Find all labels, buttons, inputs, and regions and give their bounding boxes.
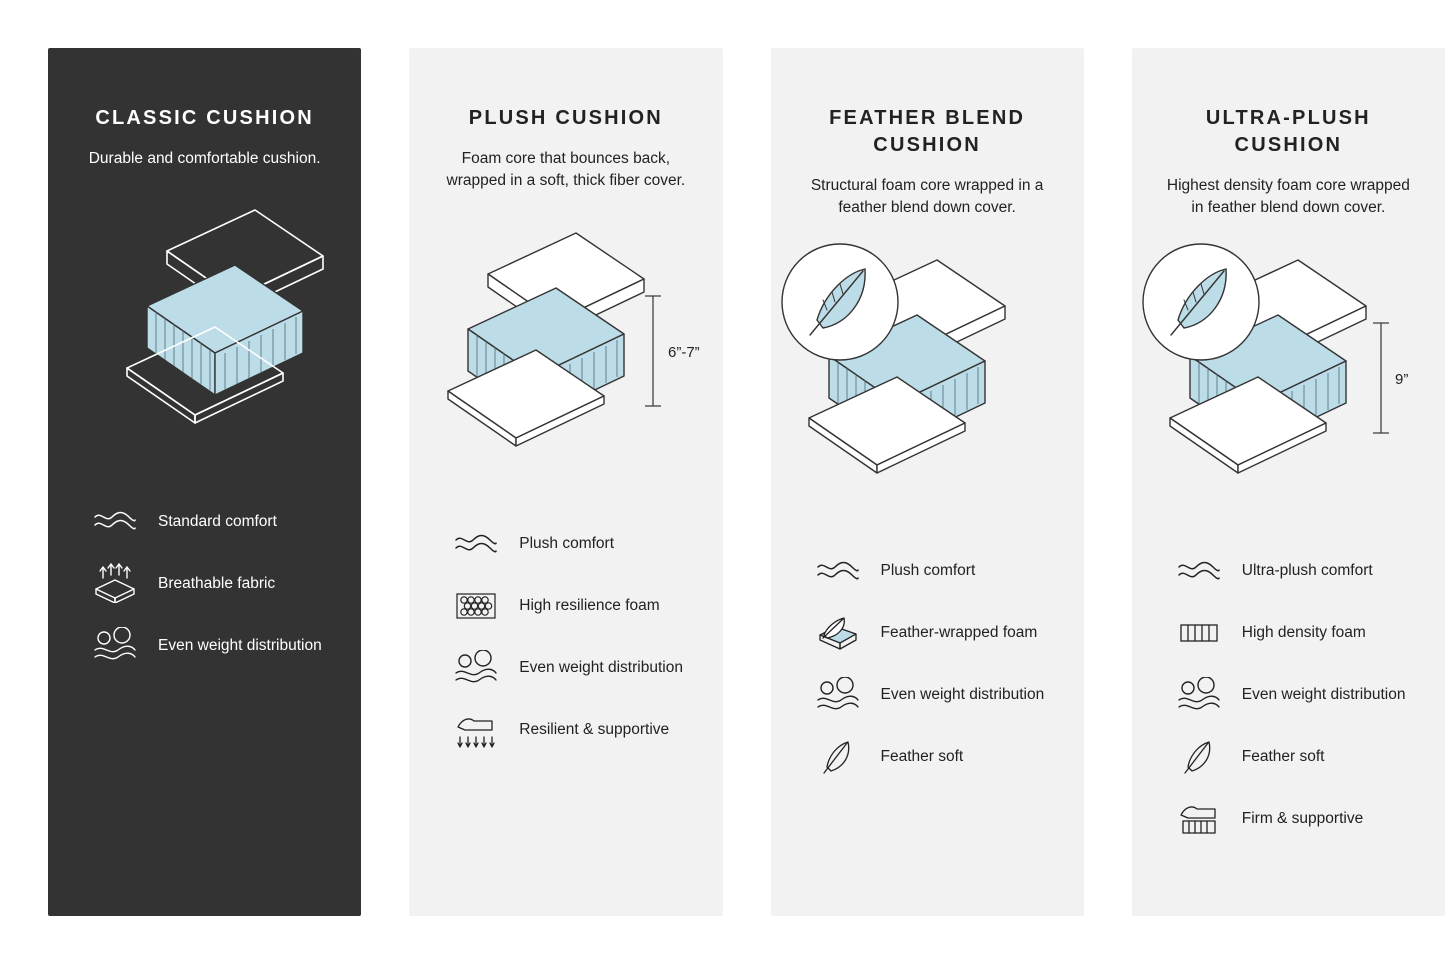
wave-comfort-icon — [1172, 549, 1226, 593]
card-description: Durable and comfortable cushion. — [88, 150, 321, 167]
feature-label: Even weight distribution — [880, 686, 1045, 704]
card-title: CLASSIC CUSHION — [95, 107, 314, 129]
high-resilience-foam-icon — [449, 584, 503, 628]
feature-item[interactable] — [409, 637, 722, 699]
cushion-layer-diagram — [409, 211, 722, 501]
feature-label: Resilient & supportive — [519, 721, 670, 739]
feather-badge-icon — [1143, 244, 1259, 360]
card-title: ULTRA-PLUSH CUSHION — [1205, 107, 1371, 156]
feature-item[interactable] — [409, 513, 722, 575]
cushion-layer-diagram — [1132, 238, 1445, 528]
feature-item[interactable] — [48, 614, 361, 676]
feature-item[interactable] — [1132, 540, 1445, 602]
resilient-supportive-icon — [449, 708, 503, 752]
cushion-layer-diagram — [48, 188, 361, 478]
feature-label: Even weight distribution — [1241, 686, 1406, 704]
feather-badge-icon — [782, 244, 898, 360]
feature-item[interactable] — [1132, 788, 1445, 850]
cushion-card-classic[interactable] — [48, 48, 361, 916]
cushion-card-plush[interactable] — [409, 48, 722, 916]
feature-item[interactable] — [48, 552, 361, 614]
feature-label: Feather soft — [1241, 748, 1325, 766]
feature-list — [1132, 532, 1445, 850]
even-weight-distribution-icon — [449, 646, 503, 690]
feature-item[interactable] — [771, 664, 1084, 726]
feature-label: Standard comfort — [158, 512, 277, 530]
card-title: PLUSH CUSHION — [468, 107, 663, 129]
card-description: Foam core that bounces back, wrapped in a soft, thick fiber cover. — [446, 150, 686, 190]
feature-label: Even weight distribution — [158, 636, 322, 654]
high-density-foam-icon — [1172, 611, 1226, 655]
feather-icon — [1172, 735, 1226, 779]
feature-list — [771, 532, 1084, 788]
feature-item[interactable] — [771, 602, 1084, 664]
wave-comfort-icon — [449, 522, 503, 566]
feature-label: Plush comfort — [519, 535, 615, 553]
feature-item[interactable] — [1132, 602, 1445, 664]
breathable-fabric-icon — [88, 561, 142, 605]
feature-item[interactable] — [1132, 664, 1445, 726]
feather-icon — [811, 735, 865, 779]
firm-supportive-icon — [1172, 797, 1226, 841]
feature-list — [409, 505, 722, 761]
feature-item[interactable] — [409, 699, 722, 761]
feature-list — [48, 482, 361, 676]
wave-comfort-icon — [811, 549, 865, 593]
cushion-card-feather-blend[interactable] — [771, 48, 1084, 916]
cushion-card-ultra-plush[interactable] — [1132, 48, 1445, 916]
even-weight-distribution-icon — [811, 673, 865, 717]
feature-label: Feather-wrapped foam — [880, 624, 1038, 642]
dimension-label-text: 9” — [1395, 370, 1409, 388]
card-description: Structural foam core wrapped in a feather blend down cover. — [810, 177, 1044, 217]
feature-item[interactable] — [771, 726, 1084, 788]
feature-label: Plush comfort — [880, 562, 976, 580]
feather-wrapped-foam-icon — [811, 611, 865, 655]
feature-item[interactable] — [771, 540, 1084, 602]
cushion-layer-diagram — [771, 238, 1084, 528]
card-title: FEATHER BLEND CUSHION — [829, 107, 1026, 156]
feature-label: Firm & supportive — [1241, 810, 1364, 828]
even-weight-distribution-icon — [1172, 673, 1226, 717]
feature-label: High density foam — [1241, 624, 1366, 642]
feature-label: Ultra-plush comfort — [1241, 562, 1373, 580]
feature-item[interactable] — [409, 575, 722, 637]
feature-label: Breathable fabric — [158, 574, 276, 592]
feature-label: Even weight distribution — [519, 659, 683, 677]
wave-comfort-icon — [88, 499, 142, 543]
even-weight-distribution-icon — [88, 623, 142, 667]
dimension-label-text: 6”-7” — [667, 343, 700, 361]
feature-item[interactable] — [48, 490, 361, 552]
feature-item[interactable] — [1132, 726, 1445, 788]
feature-label: High resilience foam — [519, 597, 660, 615]
feature-label: Feather soft — [880, 748, 964, 766]
card-description: Highest density foam core wrapped in feather blend down cover. — [1166, 177, 1410, 217]
